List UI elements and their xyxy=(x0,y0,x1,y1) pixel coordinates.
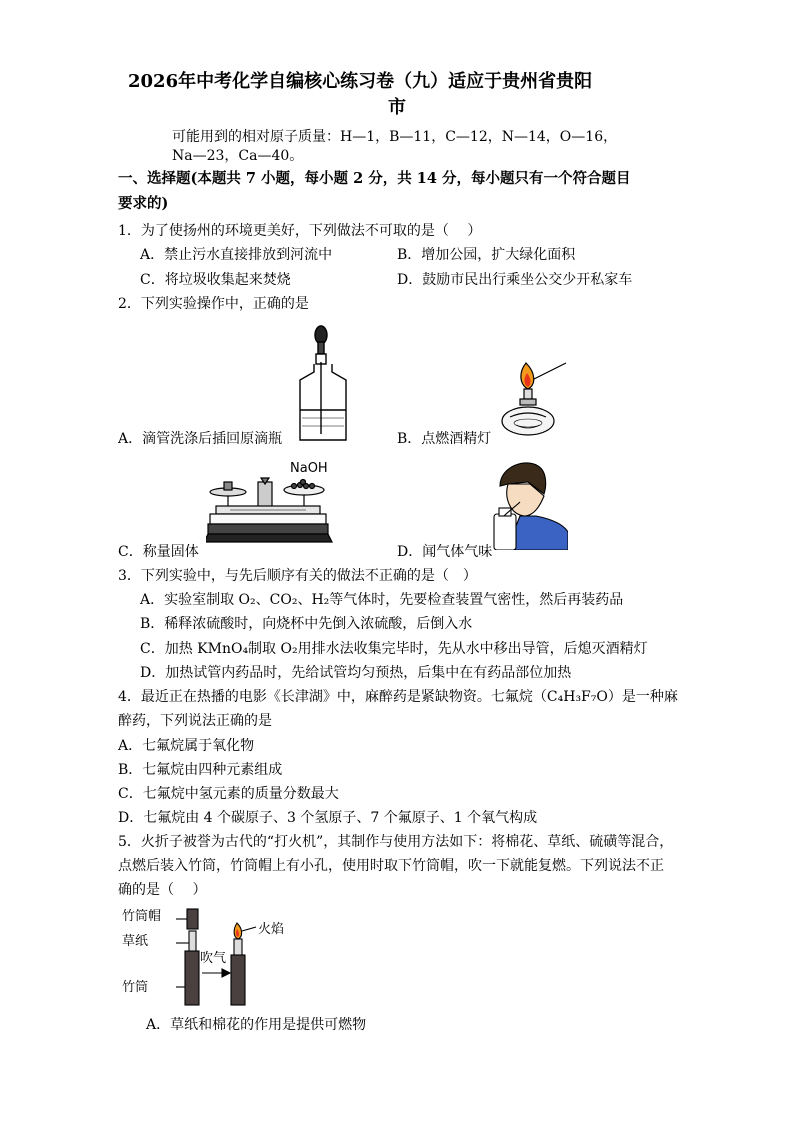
q1-option-b: B．增加公园，扩大绿化面积 xyxy=(397,247,576,263)
label-blow: 吹气 xyxy=(200,951,227,966)
q3-option-c: C．加热 KMnO₄制取 O₂用排水法收集完毕时，先从水中移出导管，后熄灭酒精灯 xyxy=(140,641,648,657)
naoh-label: NaOH xyxy=(290,461,328,476)
q3-stem: 3．下列实验中，与先后顺序有关的做法不正确的是（ ） xyxy=(118,568,477,584)
alcohol-lamp-figure xyxy=(496,355,570,437)
q4-stem: 4．最近正在热播的电影《长津湖》中，麻醉药是紧缺物资。七氟烷（C₄H₃F₇O）是一种麻 xyxy=(118,689,678,705)
q5-stem-continued: 点燃后装入竹筒，竹筒帽上有小孔，使用时取下竹筒帽，吹一下就能复燃。下列说法不正 xyxy=(118,858,664,874)
q3-option-a: A．实验室制取 O₂、CO₂、H₂等气体时，先要检查装置气密性，然后再装药品 xyxy=(140,592,624,608)
page-title: 2026年中考化学自编核心练习卷（九）适应于贵州省贵阳 xyxy=(128,71,593,92)
section-heading: 一、选择题(本题共 7 小题，每小题 2 分，共 14 分，每小题只有一个符合题目 xyxy=(118,170,631,187)
q1-stem: 1．为了使扬州的环境更美好，下列做法不可取的是（ ） xyxy=(118,223,482,239)
q1-option-d: D．鼓励市民出行乘坐公交少开私家车 xyxy=(397,272,633,288)
label-grass-paper: 草纸 xyxy=(122,934,149,949)
q4-stem-continued: 醉药，下列说法正确的是 xyxy=(118,713,272,729)
q1-option-c: C．将垃圾收集起来焚烧 xyxy=(140,272,291,288)
q1-option-a: A．禁止污水直接排放到河流中 xyxy=(140,247,333,263)
page-title-continued: 市 xyxy=(388,97,406,118)
dropper-bottle-figure xyxy=(288,322,358,444)
q3-option-b: B．稀释浓硫酸时，向烧杯中先倒入浓硫酸，后倒入水 xyxy=(140,616,473,632)
atomic-mass-line-1: 可能用到的相对原子质量：H—1，B—11，C—12，N—14，O—16， xyxy=(172,129,618,145)
label-bamboo-cap: 竹筒帽 xyxy=(122,909,162,924)
label-bamboo-tube: 竹筒 xyxy=(122,980,149,995)
q2-option-d: D．闻气体气味 xyxy=(397,544,493,560)
section-heading-continued: 要求的) xyxy=(118,195,169,212)
boy-smelling-gas-figure xyxy=(490,460,568,550)
q5-option-a: A．草纸和棉花的作用是提供可燃物 xyxy=(146,1017,367,1033)
q3-option-d: D．加热试管内药品时，先给试管均匀预热，后集中在有药品部位加热 xyxy=(140,665,572,681)
q4-option-d: D．七氟烷由 4 个碳原子、3 个氢原子、7 个氟原子、1 个氧气构成 xyxy=(118,810,538,826)
atomic-mass-line-2: Na—23，Ca—40。 xyxy=(172,148,304,164)
q4-option-b: B．七氟烷由四种元素组成 xyxy=(118,762,283,778)
q2-stem: 2．下列实验操作中，正确的是 xyxy=(118,296,309,312)
fire-starter-figure xyxy=(160,905,270,1010)
q5-stem-end: 确的是（ ） xyxy=(118,882,207,898)
q4-option-c: C．七氟烷中氢元素的质量分数最大 xyxy=(118,786,339,802)
q4-option-a: A．七氟烷属于氧化物 xyxy=(118,738,255,754)
q2-option-a: A．滴管洗涤后插回原滴瓶 xyxy=(118,431,283,447)
q5-stem: 5．火折子被誉为古代的“打火机”，其制作与使用方法如下：将棉花、草纸、硫磺等混合， xyxy=(118,834,674,850)
label-flame: 火焰 xyxy=(258,922,285,937)
balance-scale-figure xyxy=(206,476,334,548)
q2-option-c: C．称量固体 xyxy=(118,544,199,560)
q2-option-b: B．点燃酒精灯 xyxy=(397,431,492,447)
